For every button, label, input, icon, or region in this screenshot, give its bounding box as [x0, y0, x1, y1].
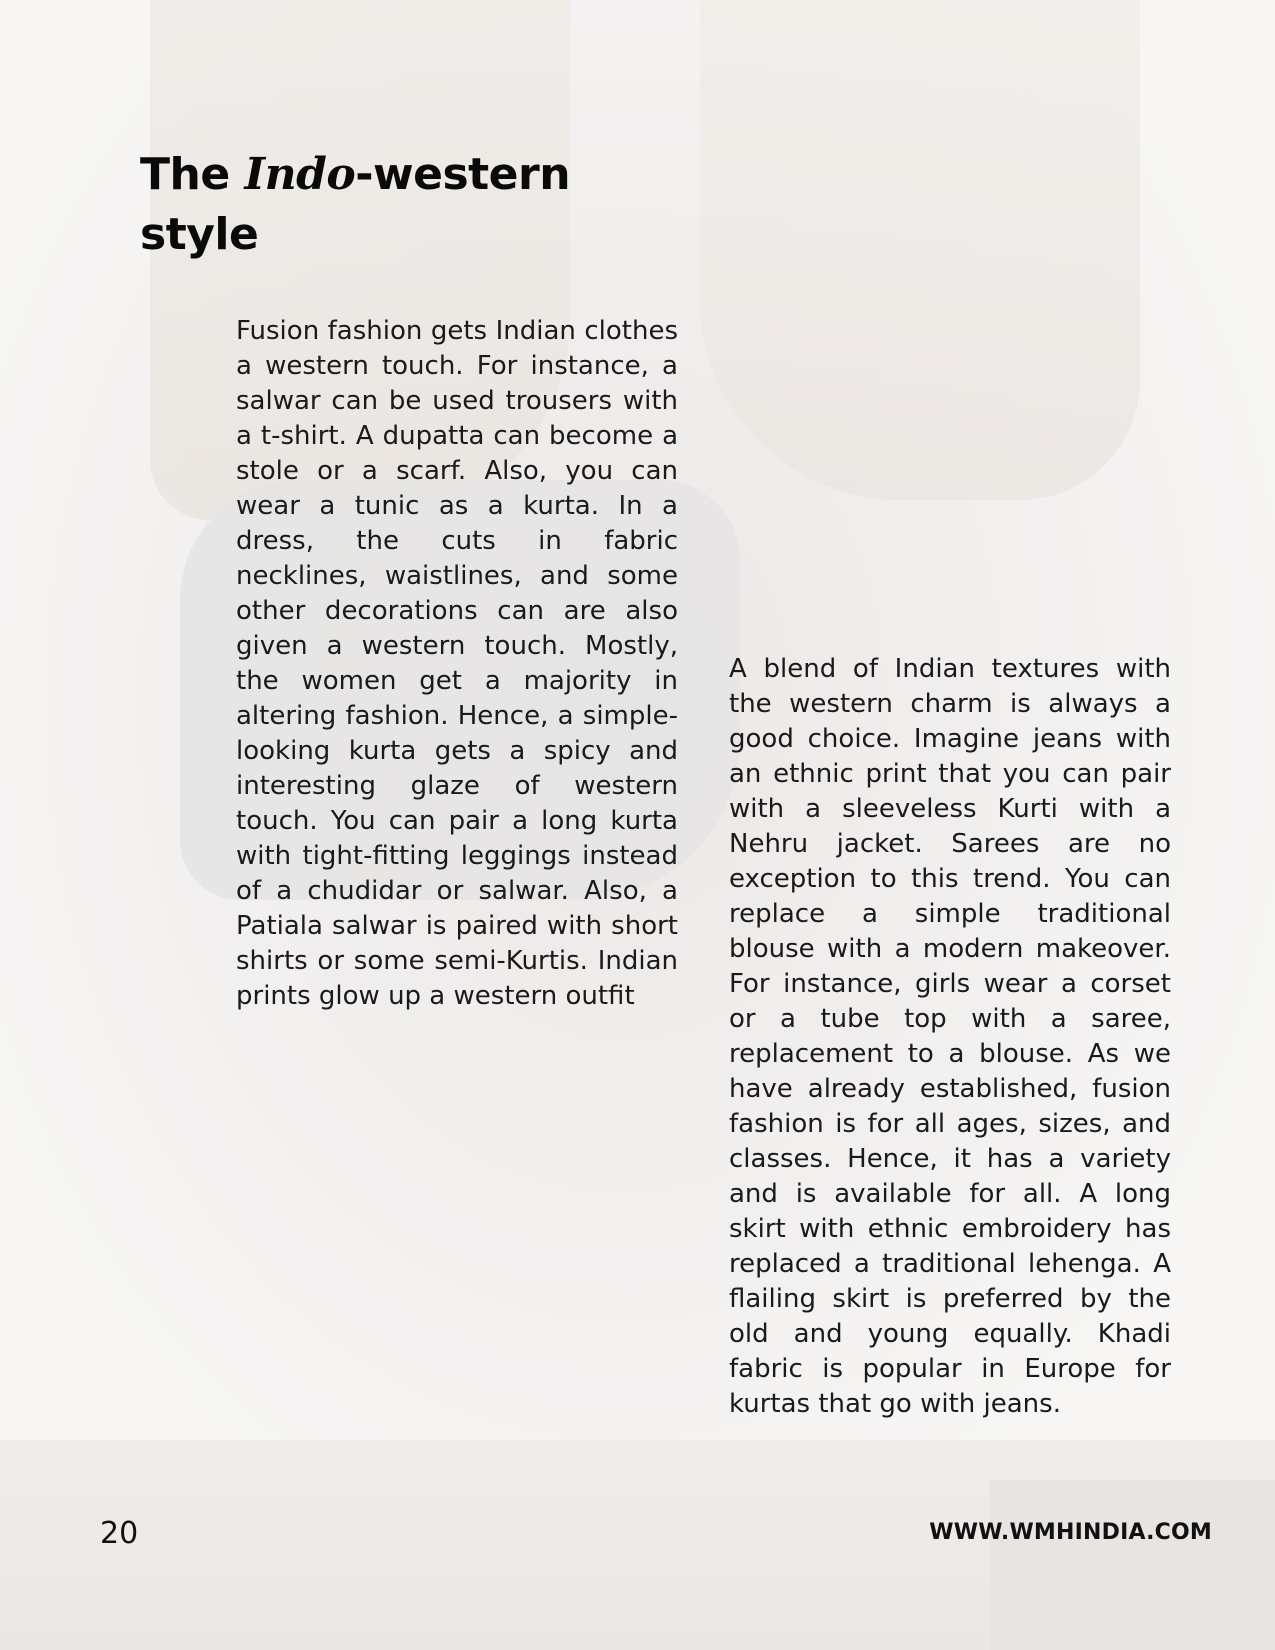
title-word-style: style: [140, 209, 259, 260]
title-word-the: The: [140, 149, 230, 200]
page-number: 20: [100, 1516, 139, 1551]
article-left-column: Fusion fashion gets Indian clothes a western touch. For instance, a salwar can be used trousers with a t-shirt. A dupatta can become a stole or a scarf. Also, you can wear a tunic as a kurta. In a dress, the cuts in fabric necklines, waistlines, and some other decorations can are also given a western touch. Mostly, the women get a majority in altering fashion. Hence, a simple-looking kurta gets a spicy and interesting glaze of western touch. You can pair a long kurta with tight-fitting leggings instead of a chudidar or salwar. Also, a Patiala salwar is paired with short shirts or some semi-Kurtis. Indian prints glow up a western outfit: [236, 316, 678, 1011]
background-lower-right: [990, 1480, 1275, 1650]
background-hair-right: [700, 0, 1140, 500]
title-word-indo: Indo: [244, 149, 356, 200]
website-url: WWW.WMHINDIA.COM: [929, 1520, 1212, 1545]
title-word-western: -western: [355, 149, 571, 200]
article-title: [140, 145, 660, 265]
article-right-column: A blend of Indian textures with the western charm is always a good choice. Imagine jeans with an ethnic print that you can pair with a sleeveless Kurti with a Nehru jacket. Sarees are no exception to this trend. You can replace a simple traditional blouse with a modern makeover. For instance, girls wear a corset or a tube top with a saree, replacement to a blouse. As we have already established, fusion fashion is for all ages, sizes, and classes. Hence, it has a variety and is available for all. A long skirt with ethnic embroidery has replaced a traditional lehenga. A flailing skirt is preferred by the old and young equally. Khadi fabric is popular in Europe for kurtas that go with jeans.: [729, 654, 1171, 1419]
